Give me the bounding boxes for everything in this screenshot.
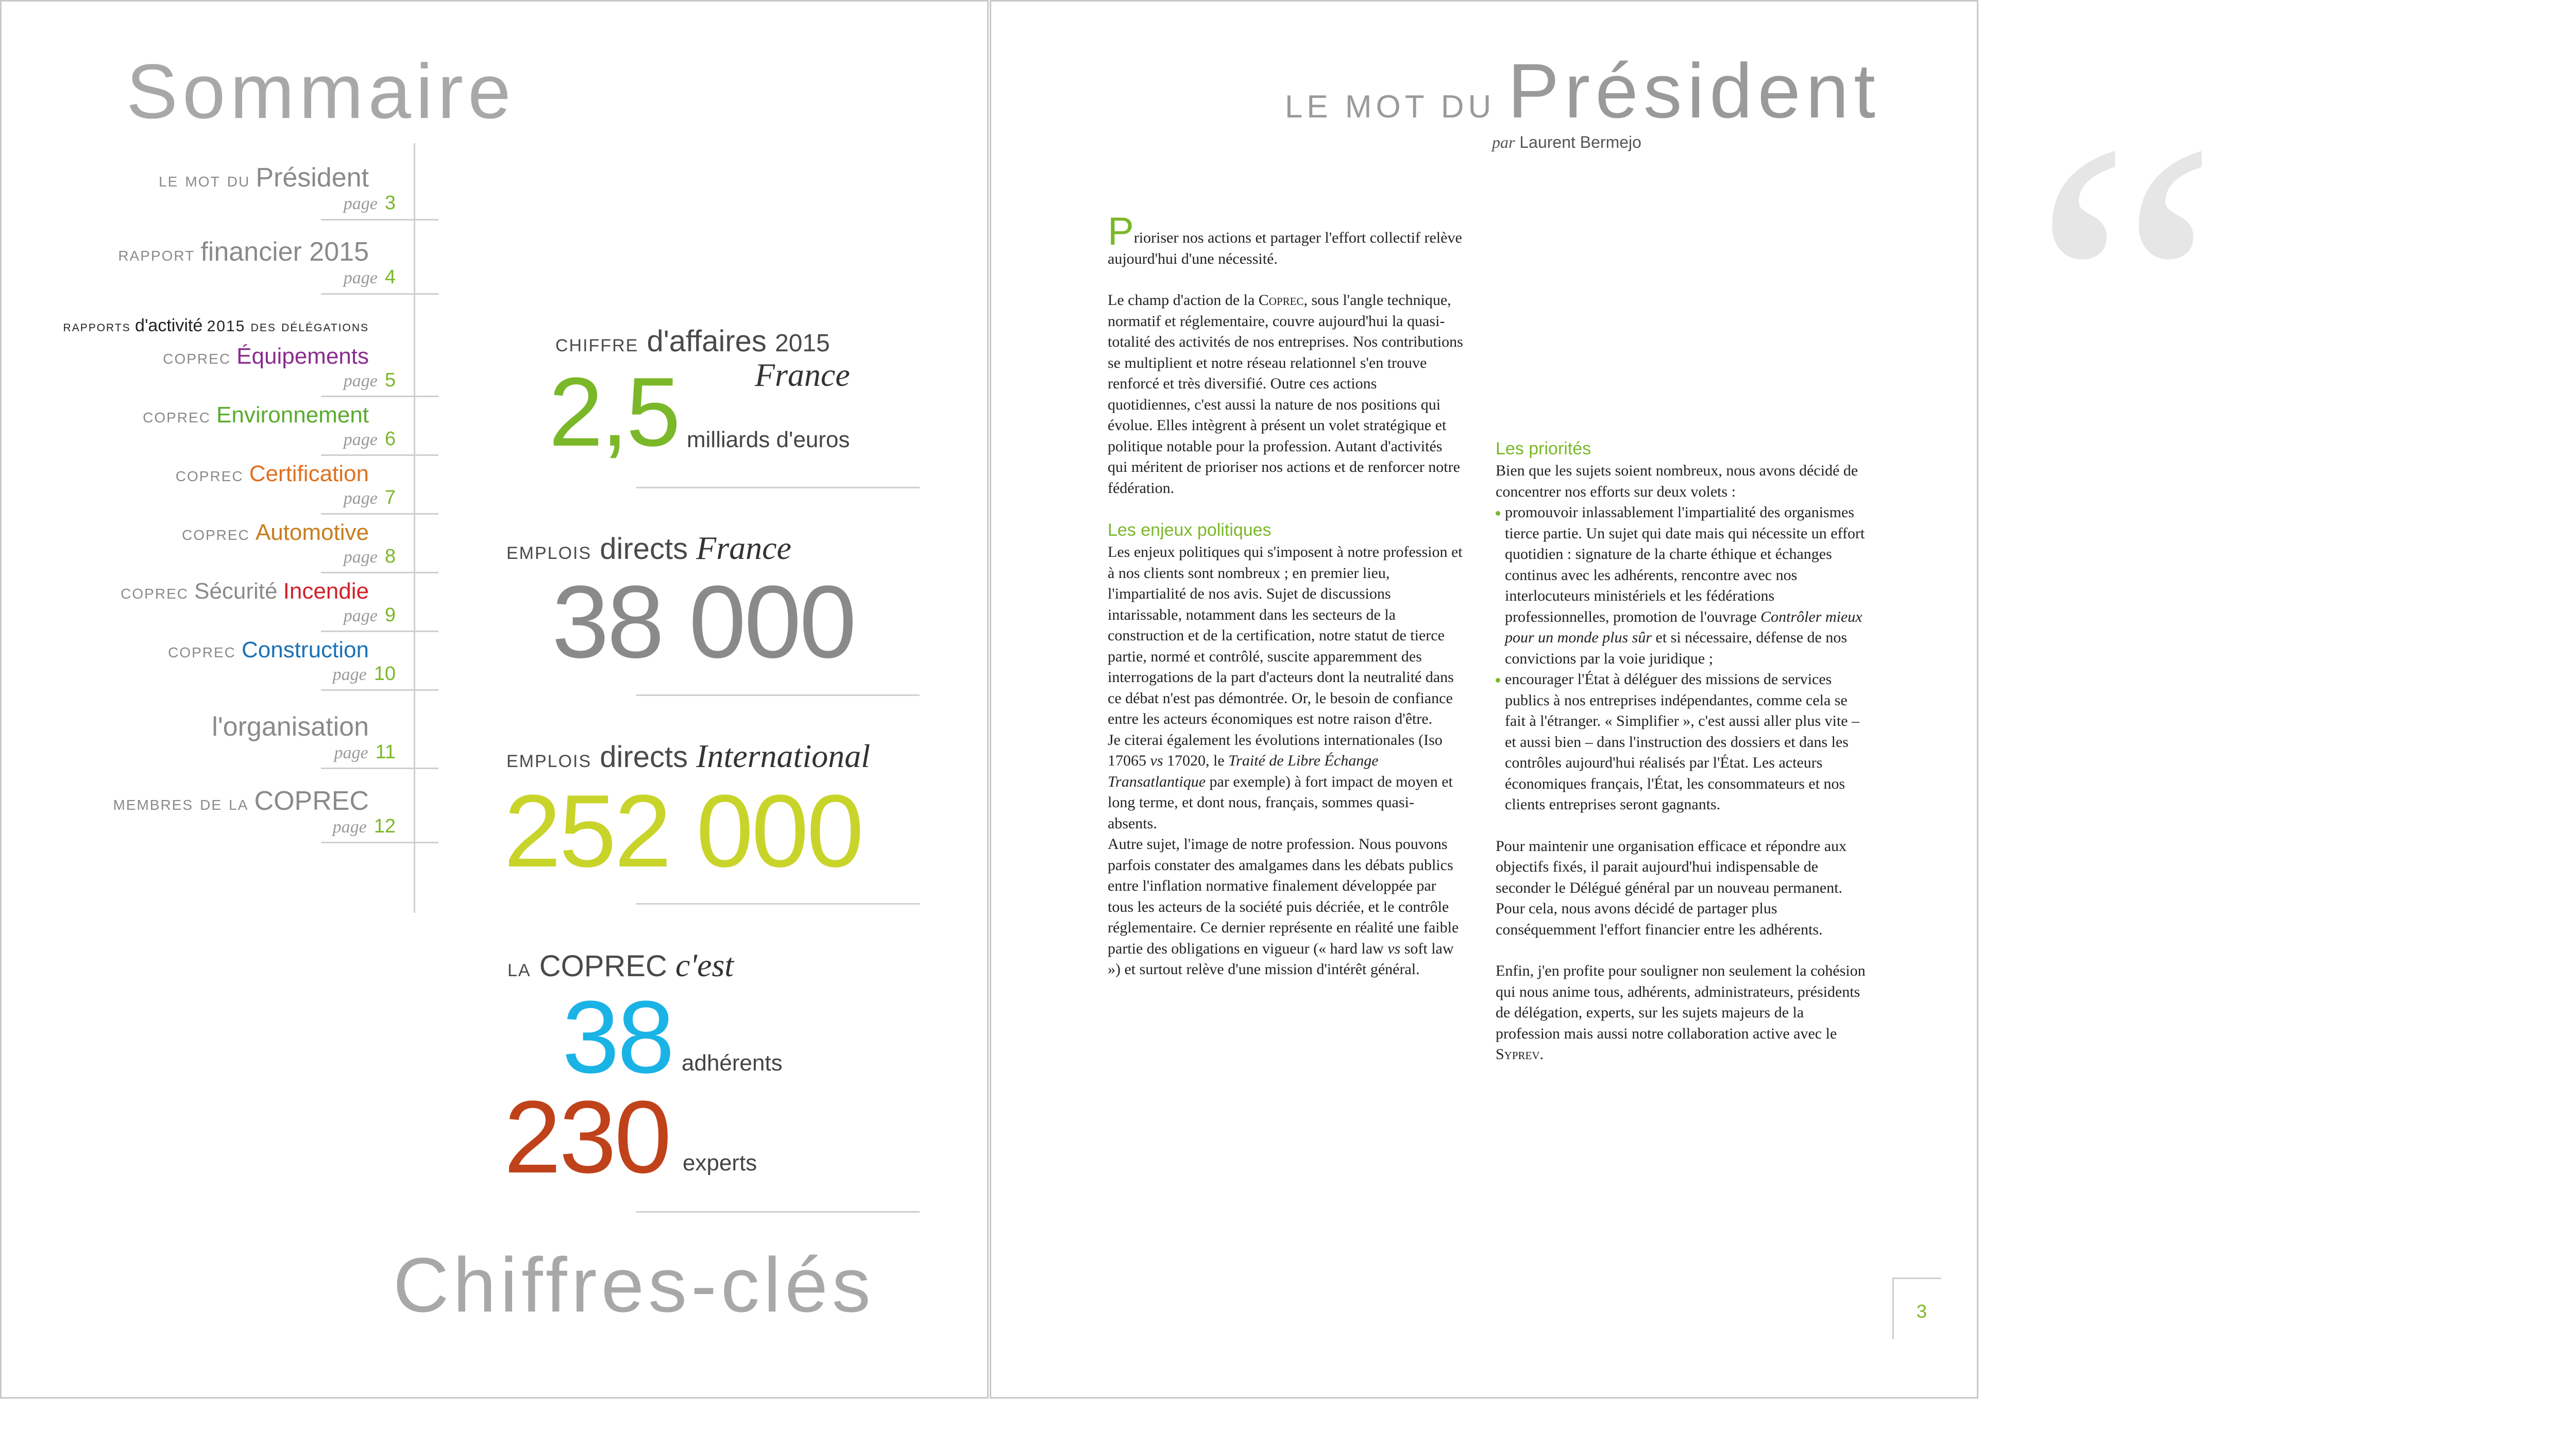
text-span: et si nécessaire, défense de nos convictions par la voie juridique ; [1505, 629, 1848, 667]
toc-rule [321, 689, 438, 691]
toc-item-equipements[interactable] [163, 344, 369, 369]
toc-heading-rapports [63, 316, 369, 336]
drop-cap: P [1108, 210, 1134, 253]
page-number: 3 [1917, 1301, 1927, 1322]
page-label: page [332, 818, 367, 837]
toc-main: Sécurité [194, 579, 278, 604]
toc-item-construction[interactable] [168, 637, 369, 663]
toc-page-membres [333, 815, 396, 838]
paragraph [1108, 730, 1463, 835]
text-span: vs [1150, 752, 1163, 769]
toc-prefix: rapport [118, 243, 195, 265]
toc-page-equipements [344, 369, 396, 392]
toc-item-financier[interactable] [118, 236, 369, 267]
toc-prefix: coprec [121, 581, 189, 603]
page-number: 5 [384, 369, 396, 391]
page-number: 11 [375, 741, 396, 763]
section-heading-priorites: Les priorités [1496, 439, 1591, 458]
page-label: page [343, 548, 378, 567]
kf-rule [636, 1211, 920, 1213]
toc-rule [321, 513, 438, 515]
title-small: LE MOT DU [1284, 89, 1496, 125]
page-number: 8 [384, 546, 396, 567]
text-span: soft law ») et surtout relève d'une mission d'intérêt général. [1108, 940, 1454, 978]
kf-value-adherents: 38 [562, 980, 673, 1095]
text-span: Traité de Libre Échange Transatlantique [1108, 752, 1379, 790]
byline [1492, 133, 1641, 152]
page-number: 9 [384, 604, 396, 626]
page-label: page [343, 194, 378, 213]
kf-sub-france [755, 356, 850, 394]
intro-text: rioriser nos actions et partager l'effort collectif relève aujourd'hui d'une nécessité. [1108, 229, 1462, 267]
toc-prefix: membres de la [113, 792, 249, 814]
toc-rule [321, 454, 438, 456]
kf-label-emplois-france [506, 529, 791, 567]
kf-mid: COPREC [539, 949, 667, 983]
page-number: 7 [384, 487, 396, 508]
text-column-right [1496, 438, 1867, 1086]
toc-prefix: coprec [143, 404, 211, 427]
toc-page-organisation [334, 741, 396, 763]
kf-year: 2015 [775, 330, 830, 357]
byline-prefix: par [1492, 133, 1515, 151]
toc-rule [321, 768, 438, 769]
toc-rule [321, 842, 438, 843]
kf-unit-adherents: adhérents [682, 1050, 783, 1076]
toc-rule [321, 572, 438, 573]
page-number: 3 [384, 192, 396, 214]
kf-value-experts: 230 [504, 1080, 670, 1195]
toc-page-president [344, 192, 396, 214]
toc-page-financier [344, 266, 396, 288]
paragraph [1108, 290, 1463, 499]
section-heading-enjeux: Les enjeux politiques [1108, 520, 1272, 540]
kf-mid: directs [600, 532, 688, 566]
toc-prefix: le mot du [159, 168, 250, 191]
kf-prefix: emplois [506, 745, 592, 773]
toc-prefix: coprec [168, 639, 236, 662]
toc-main: Automotive [255, 520, 369, 545]
paragraph-intro [1108, 210, 1463, 269]
page-number: 12 [374, 815, 396, 837]
title-large: Président [1507, 47, 1880, 134]
toc-item-certification[interactable] [176, 461, 369, 487]
sommaire-title: Sommaire [126, 48, 516, 134]
toc-item-environnement[interactable] [143, 402, 369, 428]
toc-rule [321, 396, 438, 397]
text-span: promouvoir inlassablement l'impartialité des organismes tierce partie. Un sujet qui date mais qui nécessite un effort quotidien : signature de la charte éthique et échanges continus avec les adhérents, rencontre avec nos interlocuteurs ministériels et les fédérations professionnelles, promotion de l'ouvrage [1505, 504, 1865, 625]
page-number: 4 [384, 266, 396, 288]
text-span: Le champ d'action de la [1108, 292, 1259, 309]
toc-page-automotive [344, 546, 396, 568]
kf-sub: c'est [675, 947, 734, 983]
page-label: page [343, 268, 378, 287]
toc-suffix: 2015 des délégations [207, 318, 369, 335]
page-number: 6 [384, 428, 396, 450]
toc-main: financier 2015 [200, 237, 369, 267]
page-label: page [343, 371, 378, 390]
toc-page-certification [344, 487, 396, 509]
text-column-left [1108, 210, 1463, 980]
text-span: Contrôler mieux pour un monde plus sûr [1505, 608, 1862, 646]
toc-prefix: coprec [181, 522, 250, 545]
text-span: Je citerai également les évolutions internationales (Iso 17065 [1108, 731, 1443, 769]
chiffres-cles-title: Chiffres-clés [393, 1241, 875, 1328]
toc-prefix: rapports [63, 318, 131, 335]
kf-unit-experts: experts [683, 1150, 757, 1176]
page-left [0, 0, 989, 1399]
toc-prefix: coprec [163, 346, 231, 368]
bullet-item: encourager l'État à déléguer des missions de services publics à nos entreprises indépendantes, comme cela se fait à l'étranger. « Simplifier », c'est aussi aller plus vite – et aussi bien – dans l'instruction des dossiers et dans les contrôles aujourd'hui réalisés par l'État. Les acteurs économiques français, l'État, les consommateurs et nos clients entreprises seront gagnants. [1496, 669, 1867, 815]
kf-value-emplois-france: 38 000 [552, 565, 855, 679]
toc-main: Environnement [216, 402, 369, 428]
president-title [1285, 46, 1880, 135]
toc-rule [321, 219, 438, 220]
toc-main: Certification [249, 461, 369, 486]
text-span: 17020, le [1163, 752, 1229, 769]
paragraph: Pour maintenir une organisation efficace et répondre aux objectifs fixés, il parait aujourd'hui indispensable de seconder le Délégué général par un nouveau permanent. Pour cela, nous avons décidé de partager plus conséquemment l'effort financier entre les adhérents. [1496, 837, 1847, 938]
toc-main: COPREC [254, 786, 369, 816]
kf-value-emplois-international: 252 000 [504, 774, 862, 889]
text-span: Coprec [1258, 292, 1304, 309]
kf-rule [636, 694, 920, 696]
toc-item-organisation[interactable] [212, 711, 369, 742]
text-span: vs [1387, 940, 1401, 957]
toc-main: Président [256, 163, 369, 193]
kf-value-ca: 2,5 [549, 358, 679, 467]
byline-name: Laurent Bermejo [1519, 133, 1641, 151]
paragraph: Les enjeux politiques qui s'imposent à notre profession et à nos clients sont nombreux ; en premier lieu, l'impartialité de nos avis. Sujet de discussions intarissable, notamment dans les secteurs de la construction et de la certification, notre statut de tierce partie, normé et contrôlé, suscite apparemment des interrogations de la part d'acteurs dont la neutralité dans ce débat n'est pas démontrée. Or, le besoin de confiance entre les acteurs économiques est notre raison d'être. [1108, 543, 1463, 727]
toc-page-environnement [344, 428, 396, 450]
text-span: Enfin, j'en profite pour souligner non seulement la cohésion qui nous anime tous, adhérents, administrateurs, présidents de délégation, experts, sur les sujets majeurs de la profession mais aussi notre collaboration active avec le [1496, 962, 1866, 1042]
paragraph [1496, 961, 1867, 1065]
text-span: . [1539, 1046, 1544, 1063]
kf-mid: d'affaires [647, 325, 767, 358]
toc-prefix: coprec [175, 463, 244, 486]
toc-main-accent: Incendie [283, 579, 369, 604]
toc-main: Construction [241, 637, 369, 662]
kf-label-emplois-international [506, 737, 870, 775]
paragraph: Bien que les sujets soient nombreux, nous avons décidé de concentrer nos efforts sur deux volets : [1496, 462, 1858, 500]
kf-prefix: emplois [506, 537, 592, 565]
text-span: par exemple) à fort impact de moyen et long terme, et dont nous, français, sommes quasi-absents. [1108, 773, 1453, 832]
page-label: page [332, 665, 367, 684]
page-number: 10 [374, 663, 396, 685]
toc-divider-vertical [414, 143, 415, 913]
kf-sub: France [696, 530, 792, 566]
toc-item-president[interactable] [159, 162, 369, 193]
kf-sub: International [696, 738, 870, 774]
toc-item-securite-incendie[interactable] [121, 579, 369, 604]
kf-sub: France [755, 356, 850, 393]
text-span: Autre sujet, l'image de notre profession. Nous pouvons parfois constater des amalgames dans les débats publics entre l'inflation normative finalement développée par tous les acteurs de la société puis décriée, et le contrôle réglementaire. Ce dernier représente en réalité une faible partie des obligations en vigueur (« hard law [1108, 836, 1459, 957]
toc-item-automotive[interactable] [182, 520, 369, 546]
toc-main: Équipements [236, 344, 369, 369]
page-label: page [343, 606, 378, 625]
kf-prefix: chiffre [555, 330, 639, 357]
page-label: page [334, 743, 368, 762]
toc-page-construction [333, 663, 396, 685]
kf-prefix: la [507, 955, 531, 982]
kf-unit-ca: milliards d'euros [687, 427, 850, 452]
toc-rule [321, 631, 438, 632]
text-span: , sous l'angle technique, normatif et réglementaire, couvre aujourd'hui la quasi-totalité des activités de nos entreprises. Nos contributions se multiplient et notre réseau relationnel s'en trouve renforcé et très diversifié. Outre ces actions quotidiennes, c'est aussi la nature de nos positions qui évolue. Elles intègrent à présent un volet stratégique et politique notable pour la profession. Autant d'activités qui méritent de prioriser nos actions et de renforcer notre fédération. [1108, 292, 1463, 497]
toc-page-securite [344, 604, 396, 626]
kf-mid: directs [600, 740, 688, 774]
kf-rule [636, 903, 920, 905]
toc-main: d'activité [135, 316, 203, 335]
paragraph [1108, 834, 1463, 980]
page-label: page [343, 489, 378, 508]
open-quote-mark: “ [2032, 56, 2219, 524]
page-label: page [343, 430, 378, 449]
toc-main: l'organisation [212, 712, 369, 742]
toc-rule [321, 293, 438, 295]
text-span: Syprev [1496, 1046, 1540, 1063]
kf-label-chiffre-affaires [555, 324, 830, 359]
toc-item-membres[interactable] [113, 786, 369, 816]
bullet-item [1496, 502, 1867, 669]
kf-rule [636, 487, 920, 488]
